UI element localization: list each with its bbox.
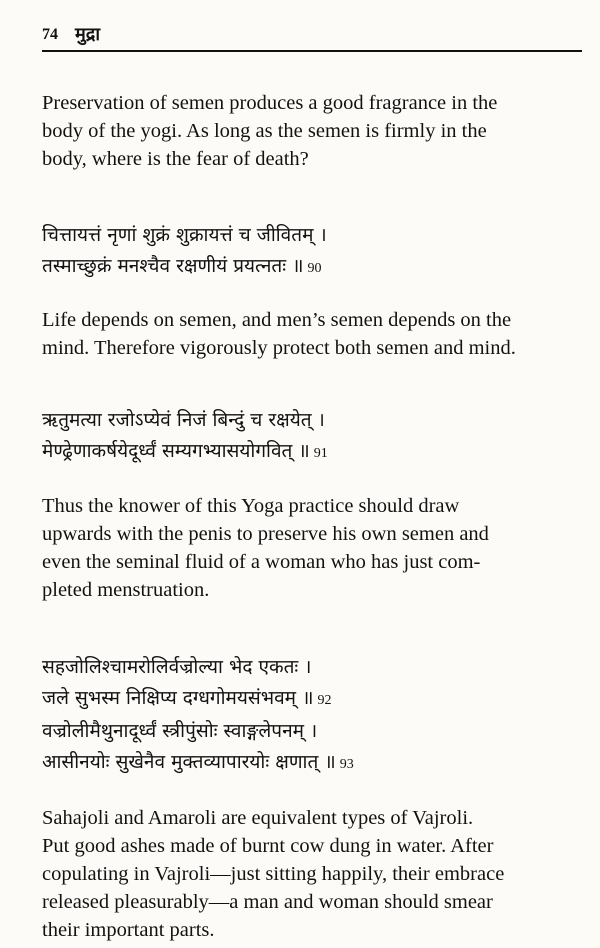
verse-line: [42, 652, 582, 683]
text-line: even the seminal fluid of a woman who has just com-: [42, 551, 481, 573]
text-line: pleted menstruation.: [42, 579, 210, 601]
text-line: body, where is the fear of death?: [42, 148, 309, 170]
translation-paragraph: [42, 492, 572, 604]
verse-text: तस्माच्छुक्रं मनश्चैव रक्षणीयं प्रयत्नतः ॥: [42, 255, 304, 277]
header-rule: [42, 50, 582, 52]
verse-text: सहजोलिश्चामरोलिर्वज्रोल्या भेद एकतः ।: [42, 656, 312, 678]
page-header: [42, 20, 582, 52]
sanskrit-verse-92-93: [42, 652, 582, 780]
verse-text: मेण्ढ्रेणाकर्षयेदूर्ध्वं सम्यगभ्यासयोगवित् ॥: [42, 440, 310, 462]
translation-paragraph: [42, 306, 572, 362]
page-number: 74: [42, 26, 58, 43]
verse-line: [42, 251, 582, 284]
verse-line: [42, 716, 582, 747]
verse-number: 90: [307, 261, 322, 276]
translation-paragraph: [42, 804, 572, 944]
verse-text: ऋतुमत्या रजोऽप्येवं निजं बिन्दुं च रक्षयेत् ।: [42, 409, 325, 431]
text-line: Put good ashes made of burnt cow dung in water. After: [42, 835, 494, 857]
verse-line: [42, 747, 582, 780]
verse-line: [42, 220, 582, 251]
text-line: copulating in Vajroli—just sitting happily, their embrace: [42, 863, 505, 885]
verse-line: [42, 683, 582, 716]
verse-text: वज्रोलीमैथुनादूर्ध्वं स्त्रीपुंसोः स्वाङ्गलेपनम् ।: [42, 720, 318, 742]
verse-number: 91: [313, 446, 328, 461]
text-line: their important parts.: [42, 919, 215, 941]
sanskrit-verse-90: [42, 220, 582, 284]
text-line: mind. Therefore vigorously protect both semen and mind.: [42, 337, 516, 359]
text-line: Life depends on semen, and men’s semen depends on the: [42, 309, 512, 331]
verse-text: चित्तायत्तं नृणां शुक्रं शुक्रायत्तं च जीवितम् ।: [42, 224, 327, 246]
sanskrit-verse-91: [42, 405, 582, 469]
verse-number: 93: [339, 757, 354, 772]
text-line: Preservation of semen produces a good fragrance in the: [42, 92, 498, 114]
verse-number: 92: [317, 693, 332, 708]
text-line: body of the yogi. As long as the semen is firmly in the: [42, 120, 487, 142]
text-line: Sahajoli and Amaroli are equivalent types of Vajroli.: [42, 807, 474, 829]
verse-line: [42, 436, 582, 469]
verse-text: आसीनयोः सुखेनैव मुक्तव्यापारयोः क्षणात् ॥: [42, 751, 336, 773]
text-line: upwards with the penis to preserve his own semen and: [42, 523, 489, 545]
text-line: Thus the knower of this Yoga practice should draw: [42, 495, 460, 517]
translation-paragraph: [42, 89, 572, 173]
verse-text: जले सुभस्म निक्षिप्य दग्धगोमयसंभवम् ॥: [42, 687, 314, 709]
text-line: released pleasurably—a man and woman should smear: [42, 891, 493, 913]
running-title: मुद्रा: [75, 24, 100, 45]
verse-line: [42, 405, 582, 436]
